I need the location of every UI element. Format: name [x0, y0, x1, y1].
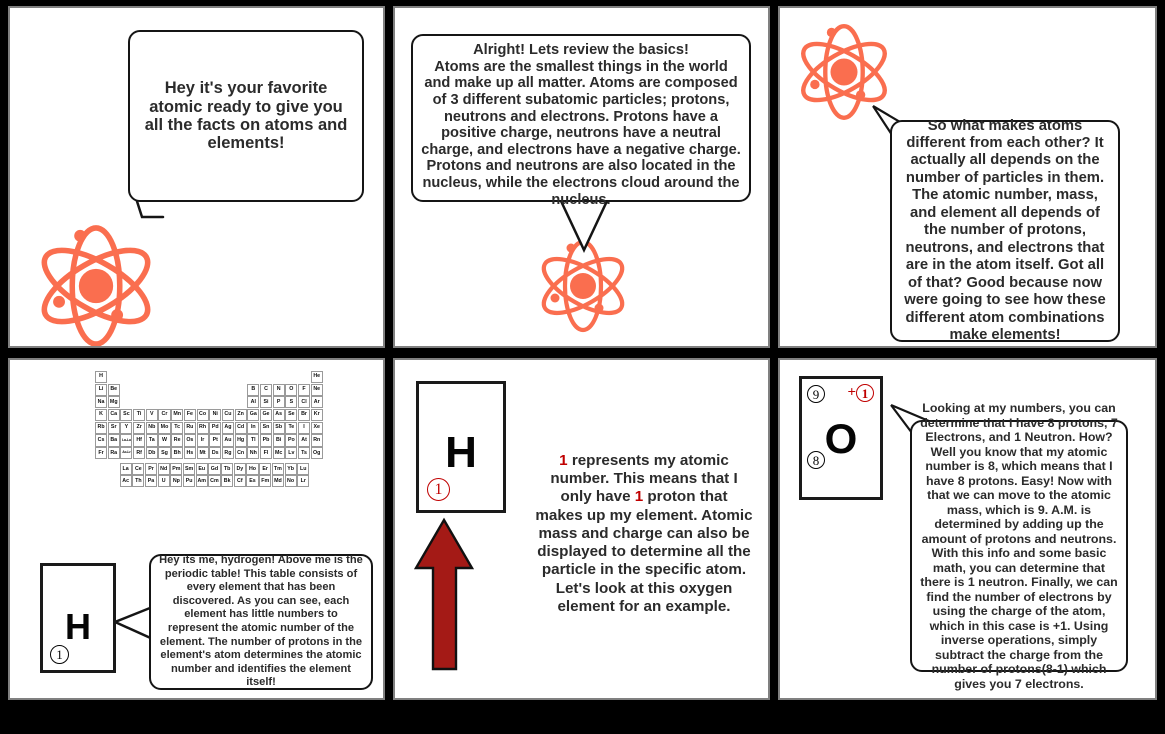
pt-cell-Mg: Mg: [108, 396, 120, 408]
pt-cell-Tl: Tl: [247, 434, 259, 446]
pt-cell-Ta: Ta: [146, 434, 158, 446]
pt-cell-P: P: [273, 396, 285, 408]
text-seg-3: proton that makes up my element. Atomic mass and charge can also be displayed to determine all the particle in the specific atom. Let's look at this oxygen element for an example.: [535, 488, 753, 615]
pt-cell-empty: [273, 371, 285, 383]
pt-cell-B: B: [247, 384, 259, 396]
pt-cell-empty: [260, 371, 272, 383]
panel-5-text-block: [535, 452, 753, 616]
pt-cell-empty: [120, 396, 132, 408]
periodic-table-main-grid: [95, 371, 347, 459]
pt-cell-empty: [133, 396, 145, 408]
speech-bubble-4-text: Hey its me, hydrogen! Above me is the periodic table! This table consists of every element that has been discovered. As you can see, each element has little numbers to represent the atomic number of the element. The number of protons in the element's atom determines the atomic number and identifies the element itself!: [159, 554, 363, 689]
pt-cell-empty: [197, 396, 209, 408]
element-card-hydrogen[interactable]: [416, 381, 506, 513]
pt-cell-Cm: Cm: [208, 475, 220, 487]
pt-cell-Rf: Rf: [133, 447, 145, 459]
pt-cell-Lv: Lv: [285, 447, 297, 459]
pt-cell-Ni: Ni: [209, 409, 221, 421]
pt-cell-Fm: Fm: [259, 475, 271, 487]
pt-cell-Np: Np: [170, 475, 182, 487]
pt-cell-Nb: Nb: [146, 422, 158, 434]
pt-cell-Og: Og: [311, 447, 323, 459]
pt-cell-Cf: Cf: [234, 475, 246, 487]
pt-cell-empty: [146, 371, 158, 383]
pt-cell-Os: Os: [184, 434, 196, 446]
speech-bubble-4: [149, 554, 373, 690]
pt-cell-Zn: Zn: [235, 409, 247, 421]
pt-cell-Ts: Ts: [298, 447, 310, 459]
pt-cell-Bk: Bk: [221, 475, 233, 487]
element-symbol: O: [824, 415, 858, 462]
pt-cell-Lr: Lr: [297, 475, 309, 487]
pt-cell-Ir: Ir: [197, 434, 209, 446]
pt-cell-Am: Am: [196, 475, 208, 487]
pt-cell-empty: [133, 371, 145, 383]
pt-cell-C: C: [260, 384, 272, 396]
charge-badge: [847, 384, 874, 402]
pt-cell-Mt: Mt: [197, 447, 209, 459]
pt-cell-Mo: Mo: [158, 422, 170, 434]
pt-cell-Pb: Pb: [260, 434, 272, 446]
pt-cell-Db: Db: [146, 447, 158, 459]
pt-cell-Cs: Cs: [95, 434, 107, 446]
pt-cell-Cr: Cr: [158, 409, 170, 421]
pt-cell-Er: Er: [259, 463, 271, 475]
pt-cell-empty: [184, 396, 196, 408]
pt-cell-He: He: [311, 371, 323, 383]
pt-cell-Y: Y: [120, 422, 132, 434]
pt-cell-empty: [235, 371, 247, 383]
speech-bubble-2-title: Alright! Lets review the basics!: [473, 42, 689, 58]
pt-cell-Bh: Bh: [171, 447, 183, 459]
pt-cell-Sn: Sn: [260, 422, 272, 434]
pt-cell-Pu: Pu: [183, 475, 195, 487]
pt-cell-Ru: Ru: [184, 422, 196, 434]
pt-cell-Rb: Rb: [95, 422, 107, 434]
pt-cell-empty: [235, 384, 247, 396]
speech-bubble-6: [910, 401, 1128, 691]
pt-cell-empty: [108, 371, 120, 383]
pt-cell-Ac: Ac: [120, 475, 132, 487]
pt-cell-V: V: [146, 409, 158, 421]
pt-cell-Ho: Ho: [246, 463, 258, 475]
speech-bubble-3: [890, 117, 1120, 343]
pt-cell-Ge: Ge: [260, 409, 272, 421]
pt-cell-Hg: Hg: [235, 434, 247, 446]
pt-cell-Hf: Hf: [133, 434, 145, 446]
text-seg-0: 1: [559, 452, 568, 469]
pt-cell-Mc: Mc: [273, 447, 285, 459]
pt-cell-empty: [209, 396, 221, 408]
pt-cell-empty: [285, 371, 297, 383]
pt-cell-Sb: Sb: [273, 422, 285, 434]
pt-cell-K: K: [95, 409, 107, 421]
pt-cell-empty: [222, 371, 234, 383]
pt-cell-As: As: [273, 409, 285, 421]
pt-cell-Ce: Ce: [132, 463, 144, 475]
pt-cell-H: H: [95, 371, 107, 383]
pt-cell-Pa: Pa: [145, 475, 157, 487]
element-symbol: H: [65, 606, 91, 647]
pt-cell-Zr: Zr: [133, 422, 145, 434]
pt-cell-Rn: Rn: [311, 434, 323, 446]
pt-cell-Kr: Kr: [311, 409, 323, 421]
pt-cell-Ar: Ar: [311, 396, 323, 408]
speech-bubble-1-text: Hey it's your favorite atomic ready to give you all the facts on atoms and elements!: [144, 79, 348, 153]
pt-cell-empty: [171, 384, 183, 396]
pt-cell-S: S: [285, 396, 297, 408]
pt-cell-Pm: Pm: [170, 463, 182, 475]
pt-cell-empty: [171, 396, 183, 408]
pt-cell-F: F: [298, 384, 310, 396]
pt-cell-Be: Be: [108, 384, 120, 396]
pt-cell-Tb: Tb: [221, 463, 233, 475]
pt-cell-Nh: Nh: [247, 447, 259, 459]
pt-cell-Pt: Pt: [209, 434, 221, 446]
pt-cell-empty: [184, 371, 196, 383]
pt-cell-I: I: [298, 422, 310, 434]
periodic-table-actinide-grid: [120, 475, 348, 487]
pt-cell-Pd: Pd: [209, 422, 221, 434]
pt-cell-At: At: [298, 434, 310, 446]
pt-cell-Au: Au: [222, 434, 234, 446]
pt-cell-Fe: Fe: [184, 409, 196, 421]
speech-bubble-1: [128, 30, 364, 202]
pt-cell-W: W: [158, 434, 170, 446]
pt-cell-Br: Br: [298, 409, 310, 421]
pt-cell-Dy: Dy: [234, 463, 246, 475]
periodic-table-lanthanide-grid: [120, 463, 348, 475]
pt-cell-Lu: Lu: [297, 463, 309, 475]
pt-cell-Cn: Cn: [235, 447, 247, 459]
pt-cell-Ra: Ra: [108, 447, 120, 459]
pt-cell-Rg: Rg: [222, 447, 234, 459]
element-symbol: H: [445, 428, 477, 477]
pt-cell-empty: [209, 384, 221, 396]
pt-cell-La-Lu: La-Lu: [120, 434, 132, 446]
periodic-table-icon: [95, 371, 347, 487]
pt-cell-empty: [158, 384, 170, 396]
atomic-number: 8: [807, 451, 825, 469]
storyboard-panel-5[interactable]: [393, 358, 770, 700]
pt-cell-Re: Re: [171, 434, 183, 446]
pt-cell-Ti: Ti: [133, 409, 145, 421]
pt-cell-Si: Si: [260, 396, 272, 408]
pt-cell-Po: Po: [285, 434, 297, 446]
pt-cell-empty: [222, 396, 234, 408]
pt-cell-U: U: [158, 475, 170, 487]
pt-cell-empty: [235, 396, 247, 408]
pt-cell-empty: [247, 371, 259, 383]
pt-cell-Fr: Fr: [95, 447, 107, 459]
pt-cell-Sm: Sm: [183, 463, 195, 475]
text-seg-2: 1: [634, 488, 644, 506]
pt-cell-Pr: Pr: [145, 463, 157, 475]
pt-cell-Eu: Eu: [196, 463, 208, 475]
pt-cell-Ds: Ds: [209, 447, 221, 459]
pt-cell-Ca: Ca: [108, 409, 120, 421]
pt-cell-Yb: Yb: [285, 463, 297, 475]
pt-cell-Na: Na: [95, 396, 107, 408]
element-card-hydrogen[interactable]: [40, 563, 116, 673]
pt-cell-empty: [133, 384, 145, 396]
pt-cell-Ne: Ne: [311, 384, 323, 396]
pt-cell-Sr: Sr: [108, 422, 120, 434]
pt-cell-empty: [197, 371, 209, 383]
pt-cell-Ag: Ag: [222, 422, 234, 434]
pt-cell-Nd: Nd: [158, 463, 170, 475]
pt-cell-empty: [158, 371, 170, 383]
pt-cell-Tc: Tc: [171, 422, 183, 434]
pt-cell-Tm: Tm: [272, 463, 284, 475]
storyboard-panel-2[interactable]: [393, 6, 770, 348]
pt-cell-Ac-Lr: Ac-Lr: [120, 447, 132, 459]
pt-cell-empty: [120, 384, 132, 396]
pt-cell-Li: Li: [95, 384, 107, 396]
pt-cell-Ba: Ba: [108, 434, 120, 446]
text-seg-1: represents my atomic number. This means that I only have: [550, 452, 738, 506]
atomic-mass: 9: [807, 385, 825, 403]
storyboard-panel-4[interactable]: [8, 358, 385, 700]
pt-cell-empty: [171, 371, 183, 383]
pt-cell-empty: [146, 384, 158, 396]
speech-bubble-2: [411, 34, 751, 208]
atomic-number: 1: [50, 645, 69, 664]
pt-cell-Te: Te: [285, 422, 297, 434]
charge-sign: +: [847, 384, 856, 401]
pt-cell-Mn: Mn: [171, 409, 183, 421]
pt-cell-empty: [146, 396, 158, 408]
pt-cell-Th: Th: [132, 475, 144, 487]
pt-cell-empty: [209, 371, 221, 383]
speech-bubble-2-text: Atoms are the smallest things in the world and make up all matter. Atoms are composed of 3 different subatomic particles; protons, neutrons and electrons. Protons have a positive charge, neutrons have a neutral charge, and electrons have a negative charge. Protons and neutrons are also located in the nucleus, while the electrons cloud around the nucleus.: [421, 58, 741, 208]
pt-cell-Co: Co: [197, 409, 209, 421]
pt-cell-empty: [222, 384, 234, 396]
pt-cell-Md: Md: [272, 475, 284, 487]
pt-cell-Bi: Bi: [273, 434, 285, 446]
pt-cell-N: N: [273, 384, 285, 396]
atomic-number: 1: [427, 478, 450, 501]
speech-bubble-6-text: Looking at my numbers, you can determine that I have 8 protons, 7 Electrons, and 1 Neutron. How? Well you know that my atomic number is 8, which means that I have 8 protons. Easy! Now with that we can move to the atomic mass, which is 9. A.M. is determined by adding up the amount of protons and neutrons. With this info and some basic math, you can determine that there is 1 neutron. Finally, we can find the number of electrons by using the charge of the atom, which in this case is +1. Using inverse operations, simply subtract the charge from the number of protons(8-1) which gives you 7 electrons.: [920, 401, 1118, 691]
pt-cell-empty: [298, 371, 310, 383]
pt-cell-empty: [120, 371, 132, 383]
pt-cell-Se: Se: [285, 409, 297, 421]
pt-cell-Hs: Hs: [184, 447, 196, 459]
pt-cell-Xe: Xe: [311, 422, 323, 434]
pt-cell-Fl: Fl: [260, 447, 272, 459]
up-arrow-icon: [412, 517, 476, 678]
pt-cell-Cu: Cu: [222, 409, 234, 421]
element-card-oxygen[interactable]: [799, 376, 883, 500]
storyboard-panel-6[interactable]: [778, 358, 1157, 700]
pt-cell-Ga: Ga: [247, 409, 259, 421]
pt-cell-O: O: [285, 384, 297, 396]
pt-cell-Gd: Gd: [208, 463, 220, 475]
pt-cell-Al: Al: [247, 396, 259, 408]
pt-cell-empty: [184, 384, 196, 396]
pt-cell-La: La: [120, 463, 132, 475]
pt-cell-No: No: [285, 475, 297, 487]
pt-cell-Sc: Sc: [120, 409, 132, 421]
pt-cell-empty: [158, 396, 170, 408]
pt-cell-Rh: Rh: [197, 422, 209, 434]
storyboard-panel-3[interactable]: [778, 6, 1157, 348]
pt-cell-Cl: Cl: [298, 396, 310, 408]
pt-cell-Cd: Cd: [235, 422, 247, 434]
pt-cell-Sg: Sg: [158, 447, 170, 459]
speech-bubble-3-text: So what makes atoms different from each other? It actually all depends on the number of particles in them. The atomic number, mass, and element all depends of the number of protons, neutrons, and electrons that are in the atom itself. Got all of that? Good because now were going to see how these different atom combinations make elements!: [904, 117, 1106, 343]
pt-cell-Es: Es: [246, 475, 258, 487]
pt-cell-empty: [197, 384, 209, 396]
charge-value: 1: [856, 384, 874, 402]
pt-cell-In: In: [247, 422, 259, 434]
storyboard-panel-1[interactable]: [8, 6, 385, 348]
